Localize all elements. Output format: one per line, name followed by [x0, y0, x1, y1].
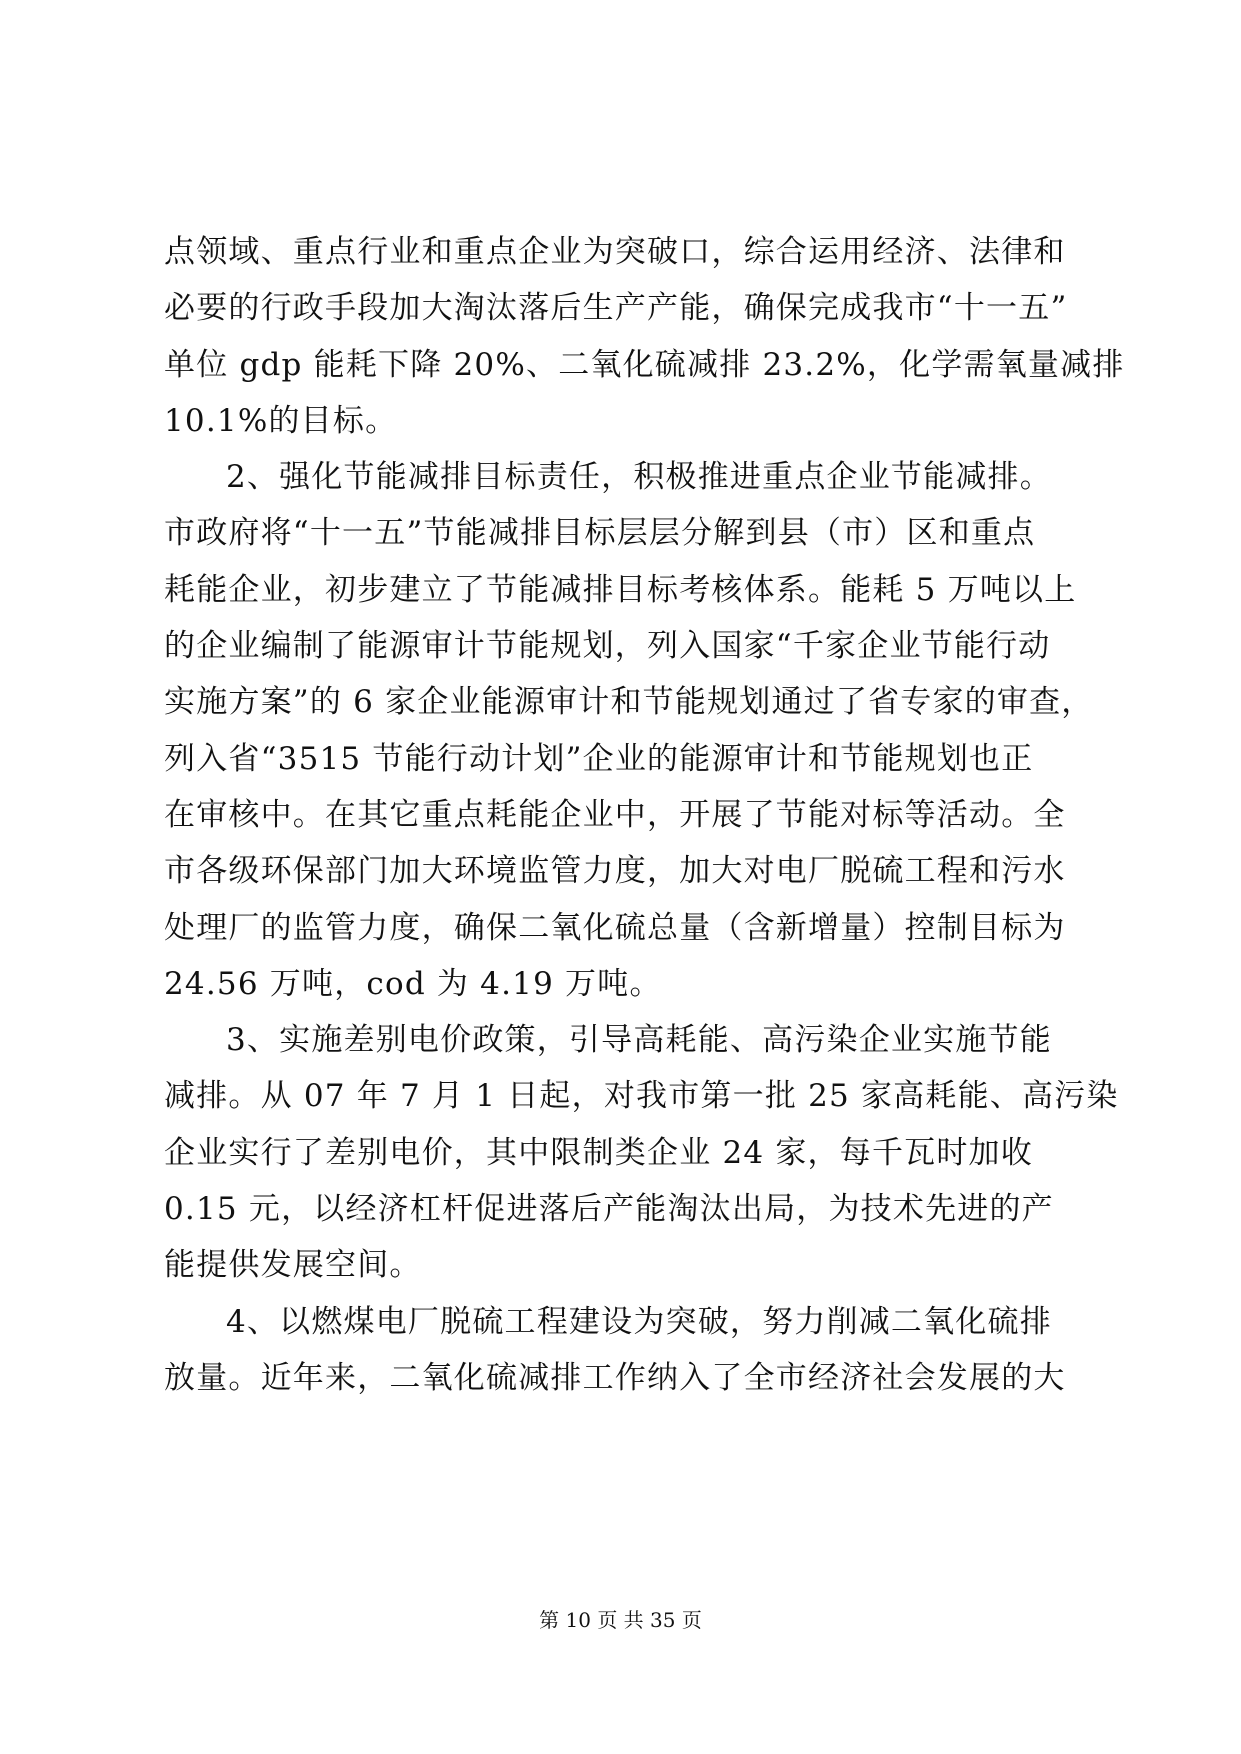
body-text [164, 224, 1125, 1406]
text-line: 处理厂的监管力度，确保二氧化硫总量（含新增量）控制目标为 [164, 909, 1066, 946]
text-line: 实施方案”的 6 家企业能源审计和节能规划通过了省专家的审查， [164, 684, 1094, 721]
text-line: 0.15 元，以经济杠杆促进落后产能淘汰出局，为技术先进的产 [164, 1191, 1054, 1228]
page-footer: 第 10 页 共 35 页 [539, 1608, 702, 1632]
text-line: 在审核中。在其它重点耗能企业中，开展了节能对标等活动。全 [164, 796, 1066, 833]
paragraph-start-line: 2、强化节能减排目标责任，积极推进重点企业节能减排。 [226, 459, 1052, 496]
text-line: 企业实行了差别电价，其中限制类企业 24 家，每千瓦时加收 [164, 1134, 1033, 1171]
text-line: 减排。从 07 年 7 月 1 日起，对我市第一批 25 家高耗能、高污染 [164, 1078, 1119, 1115]
text-line: 放量。近年来，二氧化硫减排工作纳入了全市经济社会发展的大 [164, 1359, 1066, 1396]
text-line: 必要的行政手段加大淘汰落后生产产能，确保完成我市“十一五” [164, 290, 1068, 327]
text-line: 10.1%的目标。 [164, 402, 398, 439]
paragraph-start-line: 4、以燃煤电厂脱硫工程建设为突破，努力削减二氧化硫排 [226, 1303, 1052, 1340]
text-line: 的企业编制了能源审计节能规划，列入国家“千家企业节能行动 [164, 628, 1051, 665]
text-line: 耗能企业，初步建立了节能减排目标考核体系。能耗 5 万吨以上 [164, 571, 1077, 608]
text-line: 列入省“3515 节能行动计划”企业的能源审计和节能规划也正 [164, 740, 1034, 777]
text-line: 市政府将“十一五”节能减排目标层层分解到县（市）区和重点 [164, 515, 1036, 552]
text-line: 市各级环保部门加大环境监管力度，加大对电厂脱硫工程和污水 [164, 853, 1066, 890]
text-line: 能提供发展空间。 [164, 1247, 422, 1284]
text-line: 点领域、重点行业和重点企业为突破口，综合运用经济、法律和 [164, 234, 1066, 270]
paragraph-start-line: 3、实施差别电价政策，引导高耗能、高污染企业实施节能 [226, 1022, 1052, 1059]
text-line: 单位 gdp 能耗下降 20%、二氧化硫减排 23.2%，化学需氧量减排 [164, 346, 1125, 383]
text-line: 24.56 万吨，cod 为 4.19 万吨。 [164, 965, 662, 1002]
